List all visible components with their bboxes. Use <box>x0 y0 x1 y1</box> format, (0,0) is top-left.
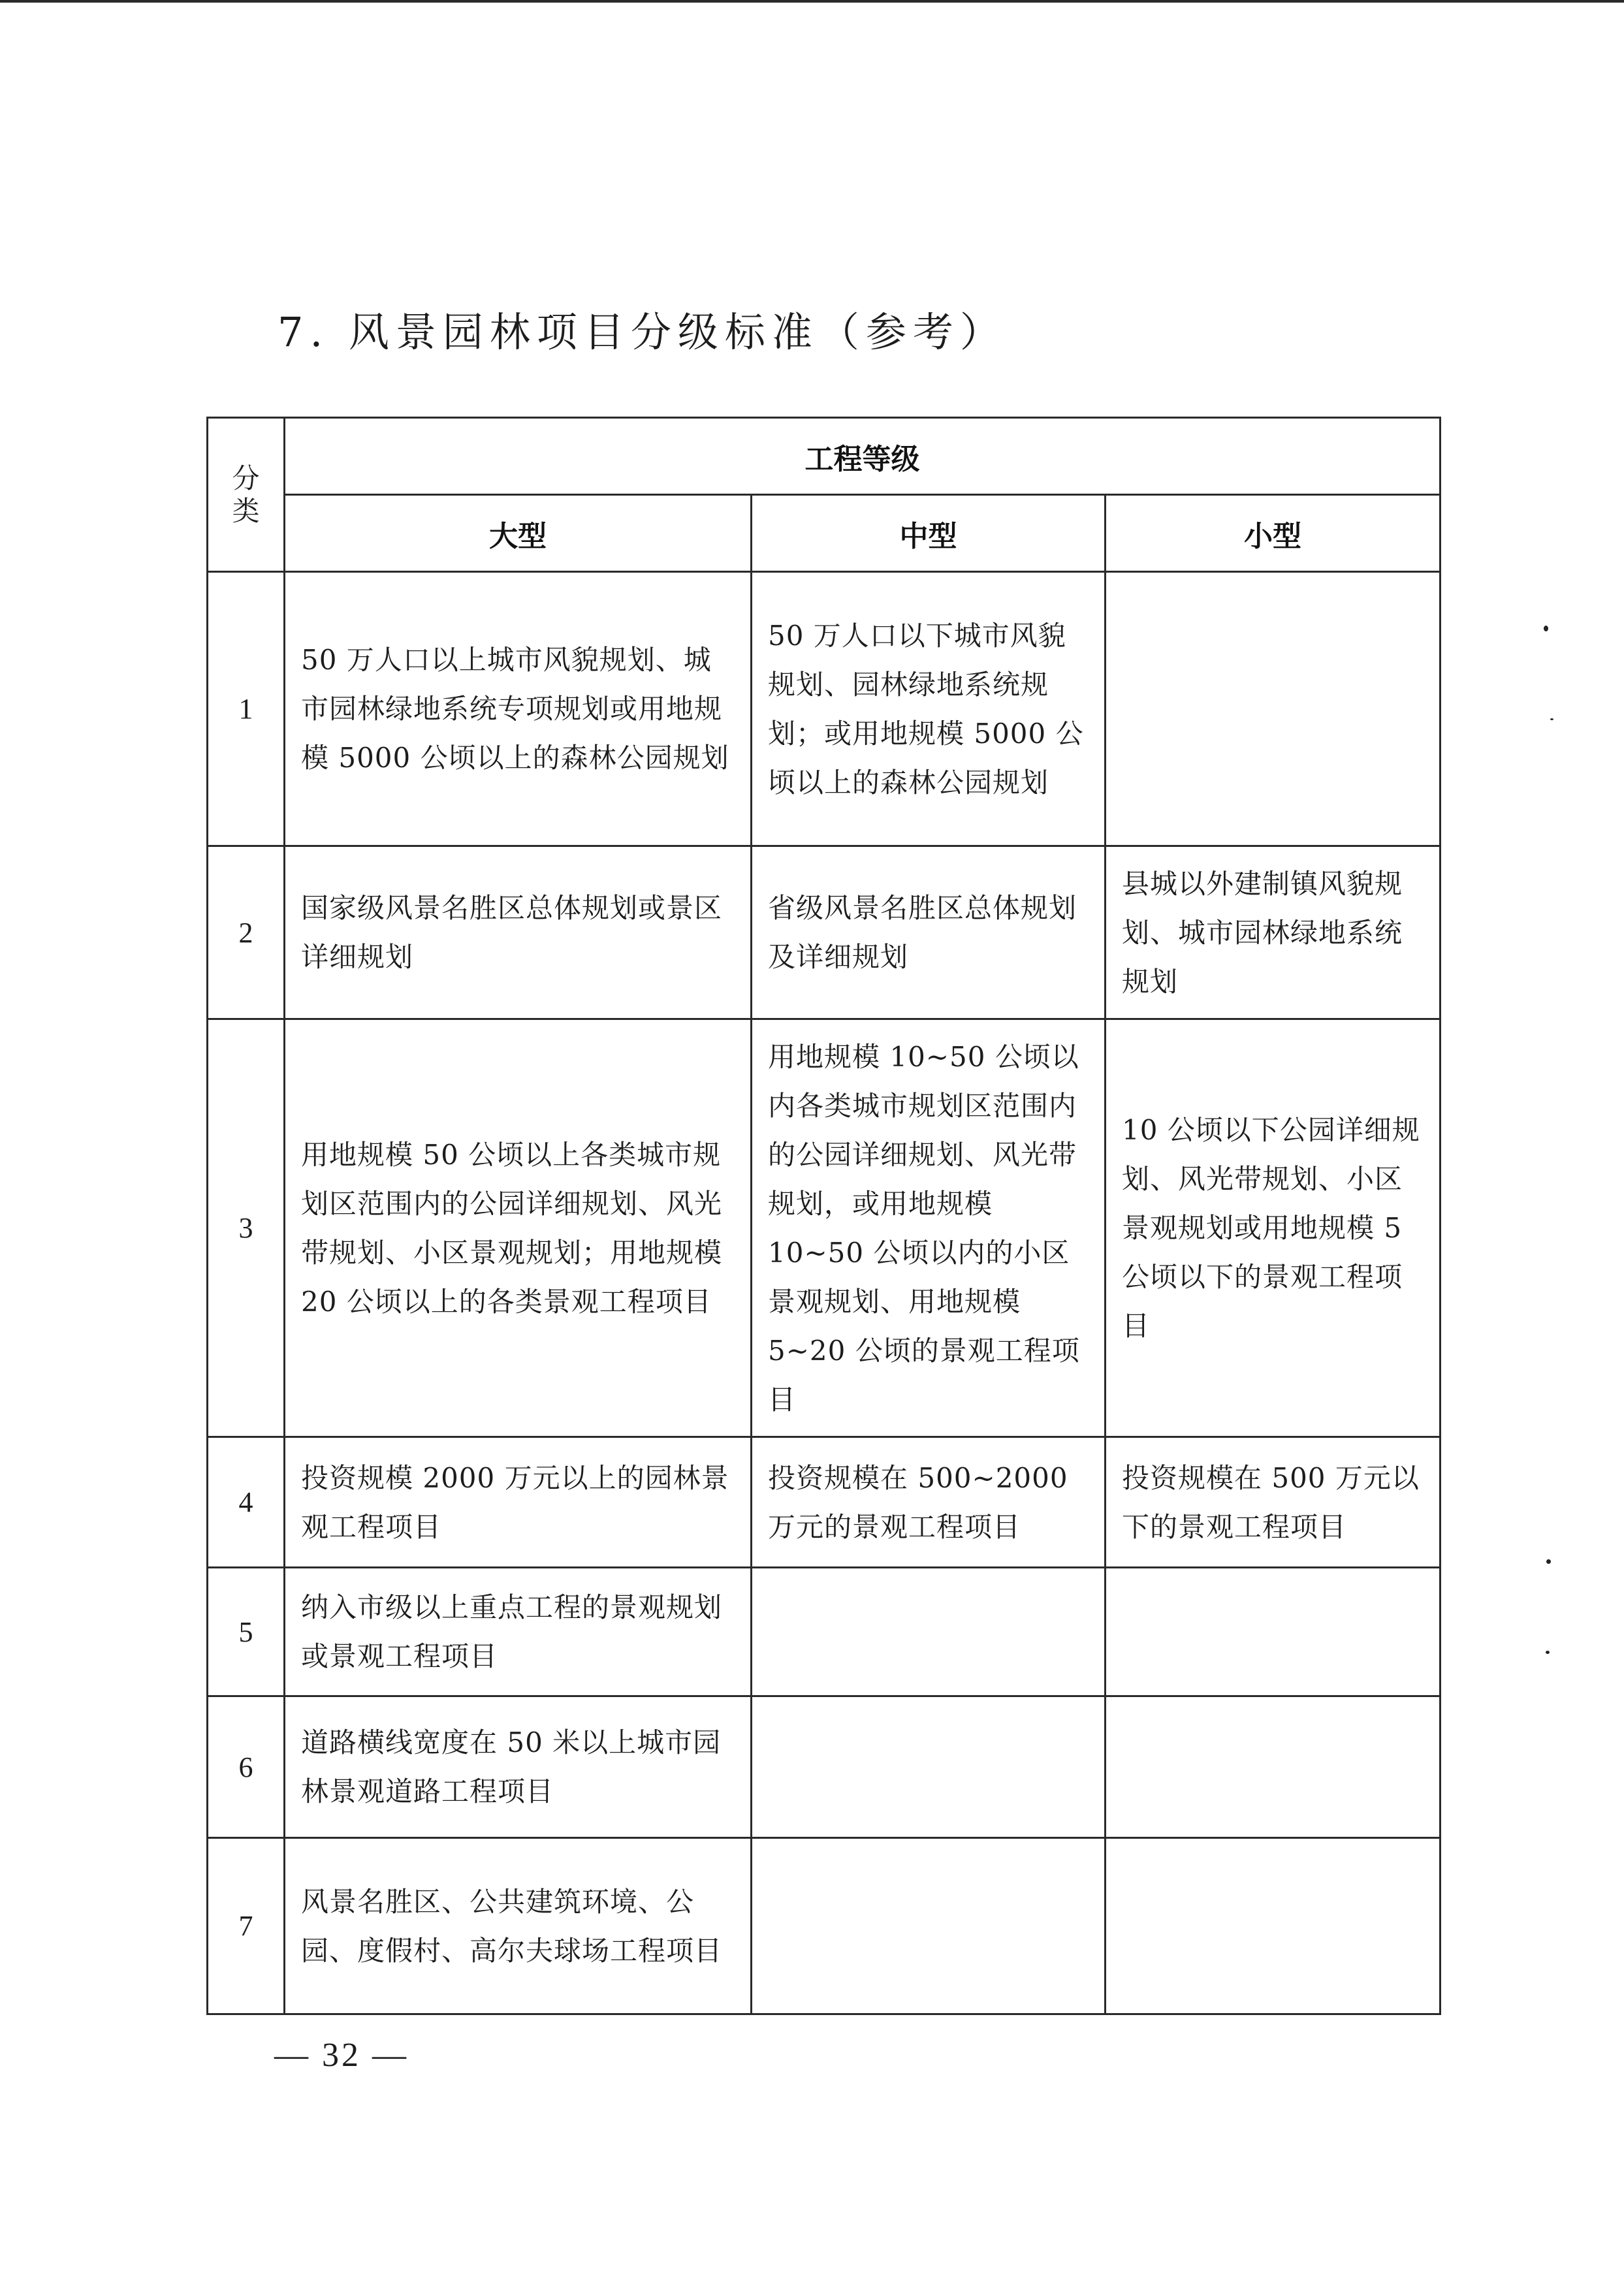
cell-medium: 省级风景名胜区总体规划及详细规划 <box>752 846 1106 1019</box>
section-title: 7. 风景园林项目分级标准（参考） <box>278 308 1007 356</box>
cell-large: 投资规模 2000 万元以上的园林景观工程项目 <box>285 1437 752 1568</box>
row-number: 7 <box>208 1838 285 2014</box>
scan-speck <box>1544 626 1548 631</box>
column-header-medium: 中型 <box>752 495 1106 572</box>
classification-header-cell <box>208 418 285 572</box>
cell-medium: 投资规模在 500~2000 万元的景观工程项目 <box>752 1437 1106 1568</box>
row-number: 5 <box>208 1568 285 1696</box>
header-row-columns <box>208 495 1441 572</box>
grade-header: 工程等级 <box>285 418 1441 495</box>
column-header-large: 大型 <box>285 495 752 572</box>
table-row <box>208 846 1441 1019</box>
column-header-small: 小型 <box>1106 495 1441 572</box>
cell-large: 国家级风景名胜区总体规划或景区详细规划 <box>285 846 752 1019</box>
cell-small <box>1106 1838 1441 2014</box>
cell-large: 风景名胜区、公共建筑环境、公园、度假村、高尔夫球场工程项目 <box>285 1838 752 2014</box>
scan-speck <box>1550 718 1553 720</box>
header-row-grade <box>208 418 1441 495</box>
grading-table <box>206 417 1441 2015</box>
cell-small: 县城以外建制镇风貌规划、城市园林绿地系统规划 <box>1106 846 1441 1019</box>
row-number: 2 <box>208 846 285 1019</box>
cell-medium <box>752 1838 1106 2014</box>
cell-large: 道路横线宽度在 50 米以上城市园林景观道路工程项目 <box>285 1696 752 1838</box>
row-number: 1 <box>208 572 285 846</box>
row-number: 3 <box>208 1019 285 1437</box>
cell-large: 50 万人口以上城市风貌规划、城市园林绿地系统专项规划或用地规模 5000 公顷以上的森林公园规划 <box>285 572 752 846</box>
cell-medium: 50 万人口以下城市风貌规划、园林绿地系统规划；或用地规模 5000 公顷以上的森林公园规划 <box>752 572 1106 846</box>
table-row <box>208 1568 1441 1696</box>
cell-small <box>1106 1696 1441 1838</box>
cell-small <box>1106 572 1441 846</box>
cell-medium <box>752 1696 1106 1838</box>
table-row <box>208 1437 1441 1568</box>
row-number: 4 <box>208 1437 285 1568</box>
cell-small: 投资规模在 500 万元以下的景观工程项目 <box>1106 1437 1441 1568</box>
cell-medium: 用地规模 10~50 公顷以内各类城市规划区范围内的公园详细规划、风光带规划，或用地规模 10~50 公顷以内的小区景观规划、用地规模 5~20 公顷的景观工程项目 <box>752 1019 1106 1437</box>
page-number: — 32 — <box>274 2037 409 2074</box>
cell-large: 用地规模 50 公顷以上各类城市规划区范围内的公园详细规划、风光带规划、小区景观规划；用地规模 20 公顷以上的各类景观工程项目 <box>285 1019 752 1437</box>
table-row <box>208 1838 1441 2014</box>
cell-large: 纳入市级以上重点工程的景观规划或景观工程项目 <box>285 1568 752 1696</box>
row-number: 6 <box>208 1696 285 1838</box>
scan-edge <box>0 0 1624 3</box>
table-row <box>208 1019 1441 1437</box>
table-row <box>208 572 1441 846</box>
scan-speck <box>1546 1559 1551 1564</box>
scan-speck <box>1546 1651 1550 1654</box>
cell-medium <box>752 1568 1106 1696</box>
cell-small: 10 公顷以下公园详细规划、风光带规划、小区景观规划或用地规模 5 公顷以下的景观工程项目 <box>1106 1019 1441 1437</box>
cell-small <box>1106 1568 1441 1696</box>
table-row <box>208 1696 1441 1838</box>
classification-header: 分类 <box>232 462 260 527</box>
